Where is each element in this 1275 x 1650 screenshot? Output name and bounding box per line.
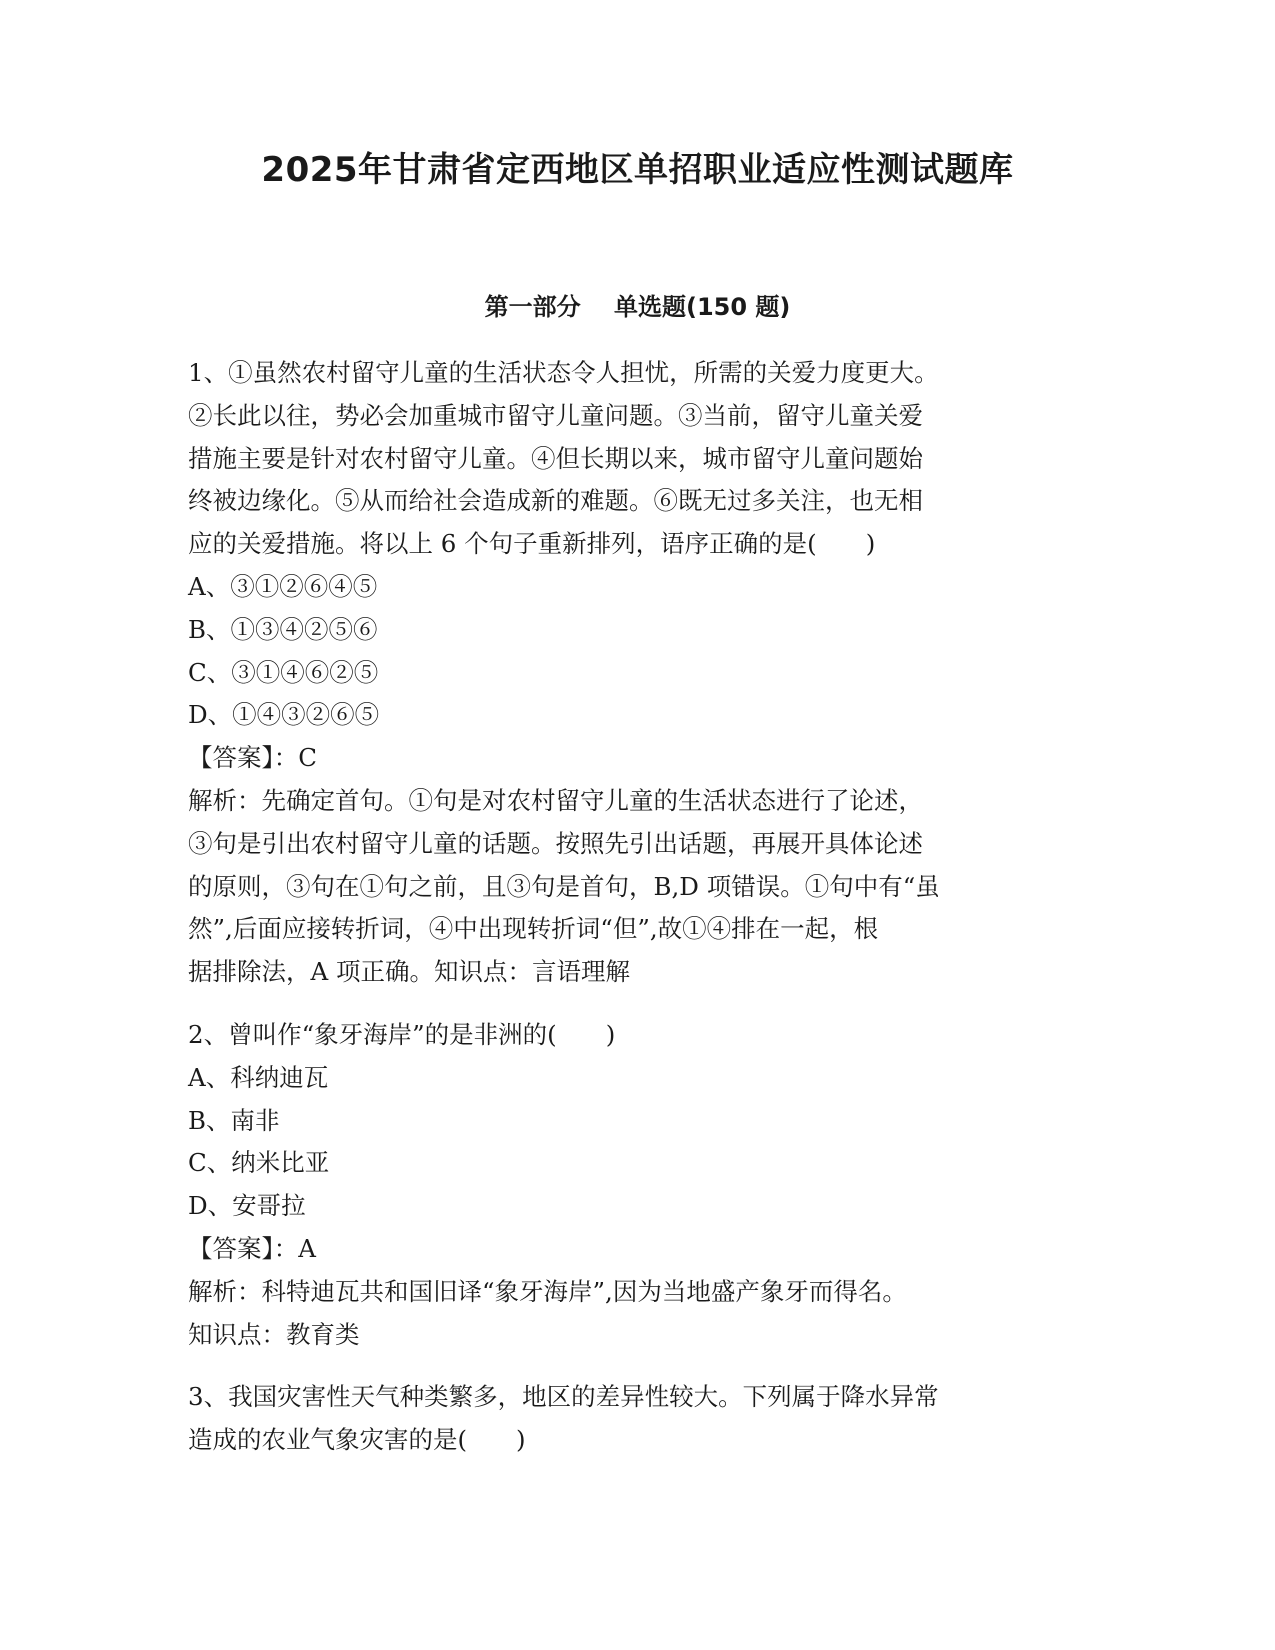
option-a: A、③①②⑥④⑤ [188, 571, 378, 601]
analysis-line: 的原则，③句在①句之前，且③句是首句，B,D 项错误。①句中有“虽 [188, 871, 940, 901]
question-stem-line: 造成的农业气象灾害的是( ) [188, 1425, 526, 1455]
analysis-line: 解析：先确定首句。①句是对农村留守儿童的生活状态进行了论述， [188, 785, 923, 815]
option-a: A、科纳迪瓦 [188, 1062, 329, 1092]
question-1 [188, 352, 1088, 994]
question-stem-line: 应的关爱措施。将以上 6 个句子重新排列，语序正确的是( ) [188, 529, 876, 559]
option-d: D、安哥拉 [188, 1191, 306, 1221]
answer-line: 【答案】：A [188, 1233, 316, 1263]
analysis-line: 知识点：教育类 [188, 1319, 360, 1349]
analysis-line: 据排除法，A 项正确。知识点：言语理解 [188, 957, 630, 987]
question-2 [188, 1014, 1088, 1356]
analysis-line: 然”,后面应接转折词，④中出现转折词“但”,故①④排在一起，根 [188, 914, 879, 944]
question-stem-line: 措施主要是针对农村留守儿童。④但长期以来，城市留守儿童问题始 [188, 443, 923, 473]
answer-line: 【答案】：C [188, 743, 317, 773]
analysis-line: ③句是引出农村留守儿童的话题。按照先引出话题，再展开具体论述 [188, 828, 923, 858]
document-title: 2025年甘肃省定西地区单招职业适应性测试题库 [261, 150, 1014, 190]
option-c: C、纳米比亚 [188, 1148, 330, 1178]
section-title: 第一部分 单选题(150 题) [484, 293, 791, 321]
option-b: B、①③④②⑤⑥ [188, 614, 378, 644]
question-3 [188, 1376, 1088, 1462]
question-list [188, 352, 1088, 1482]
option-b: B、南非 [188, 1105, 280, 1135]
question-stem-line: 2、曾叫作“象牙海岸”的是非洲的( ) [188, 1019, 616, 1049]
question-stem-line: 1、①虽然农村留守儿童的生活状态令人担忧，所需的关爱力度更大。 [188, 358, 939, 387]
option-c: C、③①④⑥②⑤ [188, 657, 379, 687]
question-stem-line: 终被边缘化。⑤从而给社会造成新的难题。⑥既无过多关注，也无相 [188, 486, 923, 516]
analysis-line: 解析：科特迪瓦共和国旧译“象牙海岸”,因为当地盛产象牙而得名。 [188, 1276, 907, 1306]
question-stem-line: 3、我国灾害性天气种类繁多，地区的差异性较大。下列属于降水异常 [188, 1382, 939, 1412]
option-d: D、①④③②⑥⑤ [188, 700, 380, 730]
question-stem-line: ②长此以往，势必会加重城市留守儿童问题。③当前，留守儿童关爱 [188, 400, 923, 430]
